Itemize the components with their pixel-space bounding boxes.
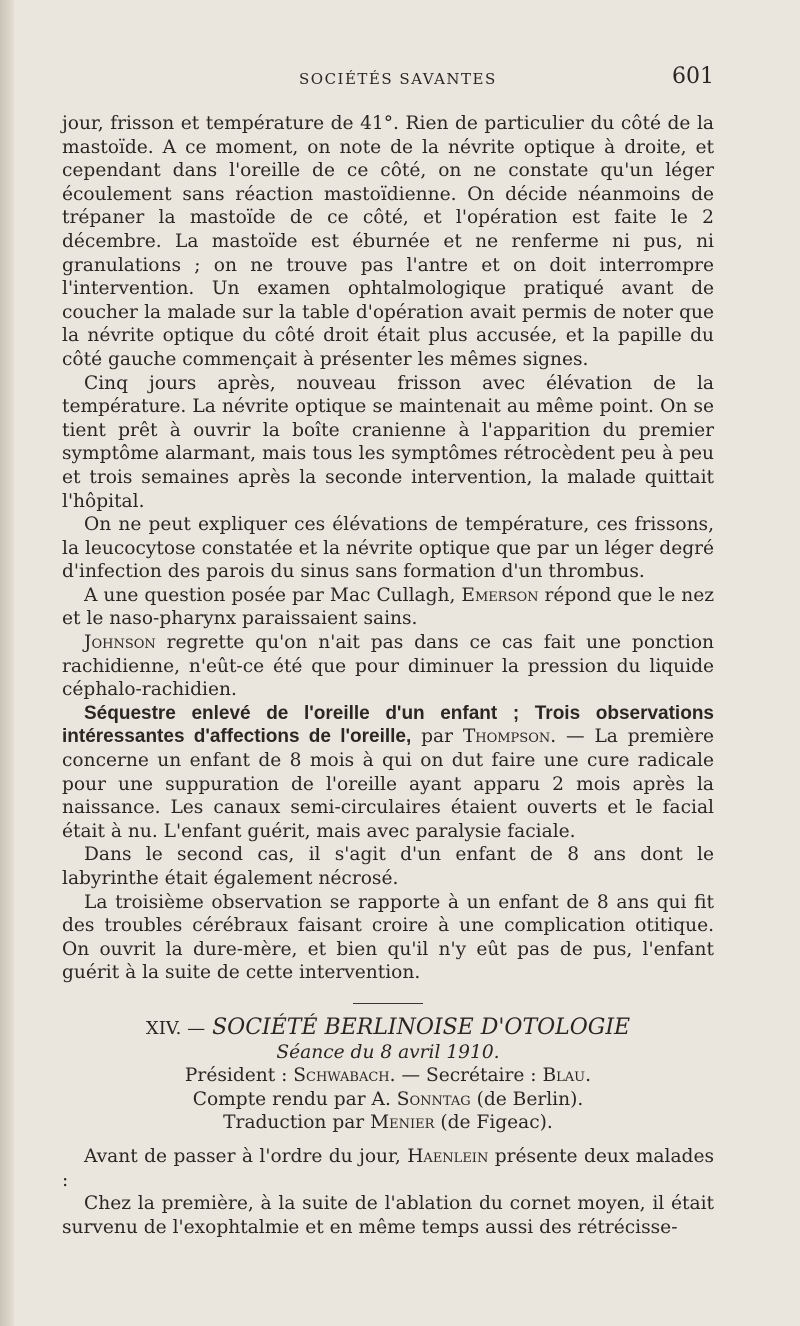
text-run: Compte rendu par A. bbox=[192, 1088, 397, 1110]
section-divider bbox=[353, 1003, 423, 1004]
text-run: (de Figeac). bbox=[434, 1112, 553, 1134]
text-run: regrette qu'on n'ait pas dans ce cas fait une ponction rachidienne, n'eût-ce été que pour diminuer la pression du liquide céphalo-rachidien. bbox=[62, 632, 714, 701]
author-name: Schwabach bbox=[293, 1065, 390, 1087]
paragraph bbox=[62, 702, 714, 844]
paragraph: Dans le second cas, il s'agit d'un enfant de 8 ans dont le labyrinthe était également nécrosé. bbox=[62, 844, 714, 889]
page-header bbox=[62, 64, 714, 92]
section-number: XIV. — bbox=[145, 1017, 206, 1039]
translation-line bbox=[62, 1111, 714, 1135]
paragraph bbox=[62, 1145, 714, 1192]
text-run: Président : bbox=[184, 1065, 294, 1087]
paragraph: La troisième observation se rapporte à un enfant de 8 ans qui fit des troubles cérébraux faisant croire à une complication otitique. On ouvrit la dure-mère, et bien qu'il n'y eût pas de pus, l'enfant guérit à la suite de cette intervention. bbox=[62, 891, 714, 984]
text-run: . — Secrétaire : bbox=[389, 1065, 543, 1087]
report-line bbox=[62, 1088, 714, 1112]
section-heading bbox=[62, 1016, 714, 1041]
text-run: A une question posée par Mac Cullagh, bbox=[84, 584, 462, 606]
text-run: Avant de passer à l'ordre du jour, bbox=[84, 1145, 408, 1167]
paragraph: Chez la première, à la suite de l'ablation du cornet moyen, il était survenu de l'exophtalmie et en même temps aussi des rétrécisse- bbox=[62, 1193, 714, 1238]
running-title: SOCIÉTÉS SAVANTES bbox=[299, 70, 497, 88]
author-name: Sonntag bbox=[396, 1088, 471, 1110]
paragraph bbox=[62, 631, 714, 702]
paragraph: On ne peut expliquer ces élévations de température, ces frissons, la leucocytose constatée et la névrite optique que par un léger degré d'infection des parois du sinus sans formation d'un thrombus. bbox=[62, 514, 714, 583]
page-number: 601 bbox=[672, 64, 714, 89]
section-title: SOCIÉTÉ BERLINOISE D'OTOLOGIE bbox=[212, 1014, 631, 1040]
officers-line: Président : Schwabach. — Secrétaire : Blau. bbox=[184, 1065, 592, 1087]
text-run: Traduction par bbox=[223, 1112, 371, 1134]
paragraph: jour, frisson et température de 41°. Rien de particulier du côté de la mastoïde. A ce moment, on note de la névrite optique à droite, et cependant dans l'oreille de ce côté, on ne constate qu'un léger écoulement sans réaction mastoïdienne. On décide néanmoins de trépaner la mastoïde de ce côté, et l'opération est faite le 2 décembre. La mastoïde est éburnée et ne renferme ni pus, ni granulations ; on ne trouve pas l'antre et on doit interrompre l'intervention. Un examen ophtalmologique pratiqué avant de coucher la malade sur la table d'opération avait permis de noter que la névrite optique du côté droit était plus accusée, et la papille du côté gauche commençait à présenter les mêmes signes. bbox=[62, 113, 714, 370]
author-name: Emerson bbox=[461, 584, 539, 606]
author-name: Thompson bbox=[462, 726, 551, 748]
communication-title: Séquestre enlevé de l'oreille d'un enfant ; Trois observations intéressantes d'affections de l'oreille, bbox=[62, 702, 714, 748]
author-name: Haenlein bbox=[407, 1145, 489, 1167]
author-name: Blau bbox=[542, 1065, 586, 1087]
session-date: Séance du 8 avril 1910. bbox=[276, 1041, 500, 1063]
spacer bbox=[62, 1135, 714, 1145]
text-run: par bbox=[411, 726, 463, 748]
text-run: présente deux malades : bbox=[62, 1145, 714, 1191]
text-run: répond que le nez et le naso-pharynx paraissaient sains. bbox=[62, 584, 714, 630]
paragraph bbox=[62, 584, 714, 631]
page-edge bbox=[0, 0, 14, 1326]
article-body bbox=[62, 112, 714, 1239]
text-run: (de Berlin). bbox=[470, 1088, 584, 1110]
paragraph: Cinq jours après, nouveau frisson avec élévation de la température. La névrite optique se maintenait au même point. On se tient prêt à ouvrir la boîte cranienne à l'apparition du premier symptôme alarmant, mais tous les symptômes rétrocèdent peu à peu et trois semaines après la seconde intervention, la malade quittait l'hôpital. bbox=[62, 372, 714, 512]
author-name: Menier bbox=[370, 1112, 435, 1134]
text-run: . — La première concerne un enfant de 8 mois à qui on dut faire une cure radicale pour une suppuration de l'oreille ayant apparu 2 mois après la naissance. Les canaux semi-circulaires étaient ouverts et le facial était à nu. L'enfant guérit, mais avec paralysie faciale. bbox=[62, 726, 714, 842]
author-name: Johnson bbox=[84, 632, 156, 654]
